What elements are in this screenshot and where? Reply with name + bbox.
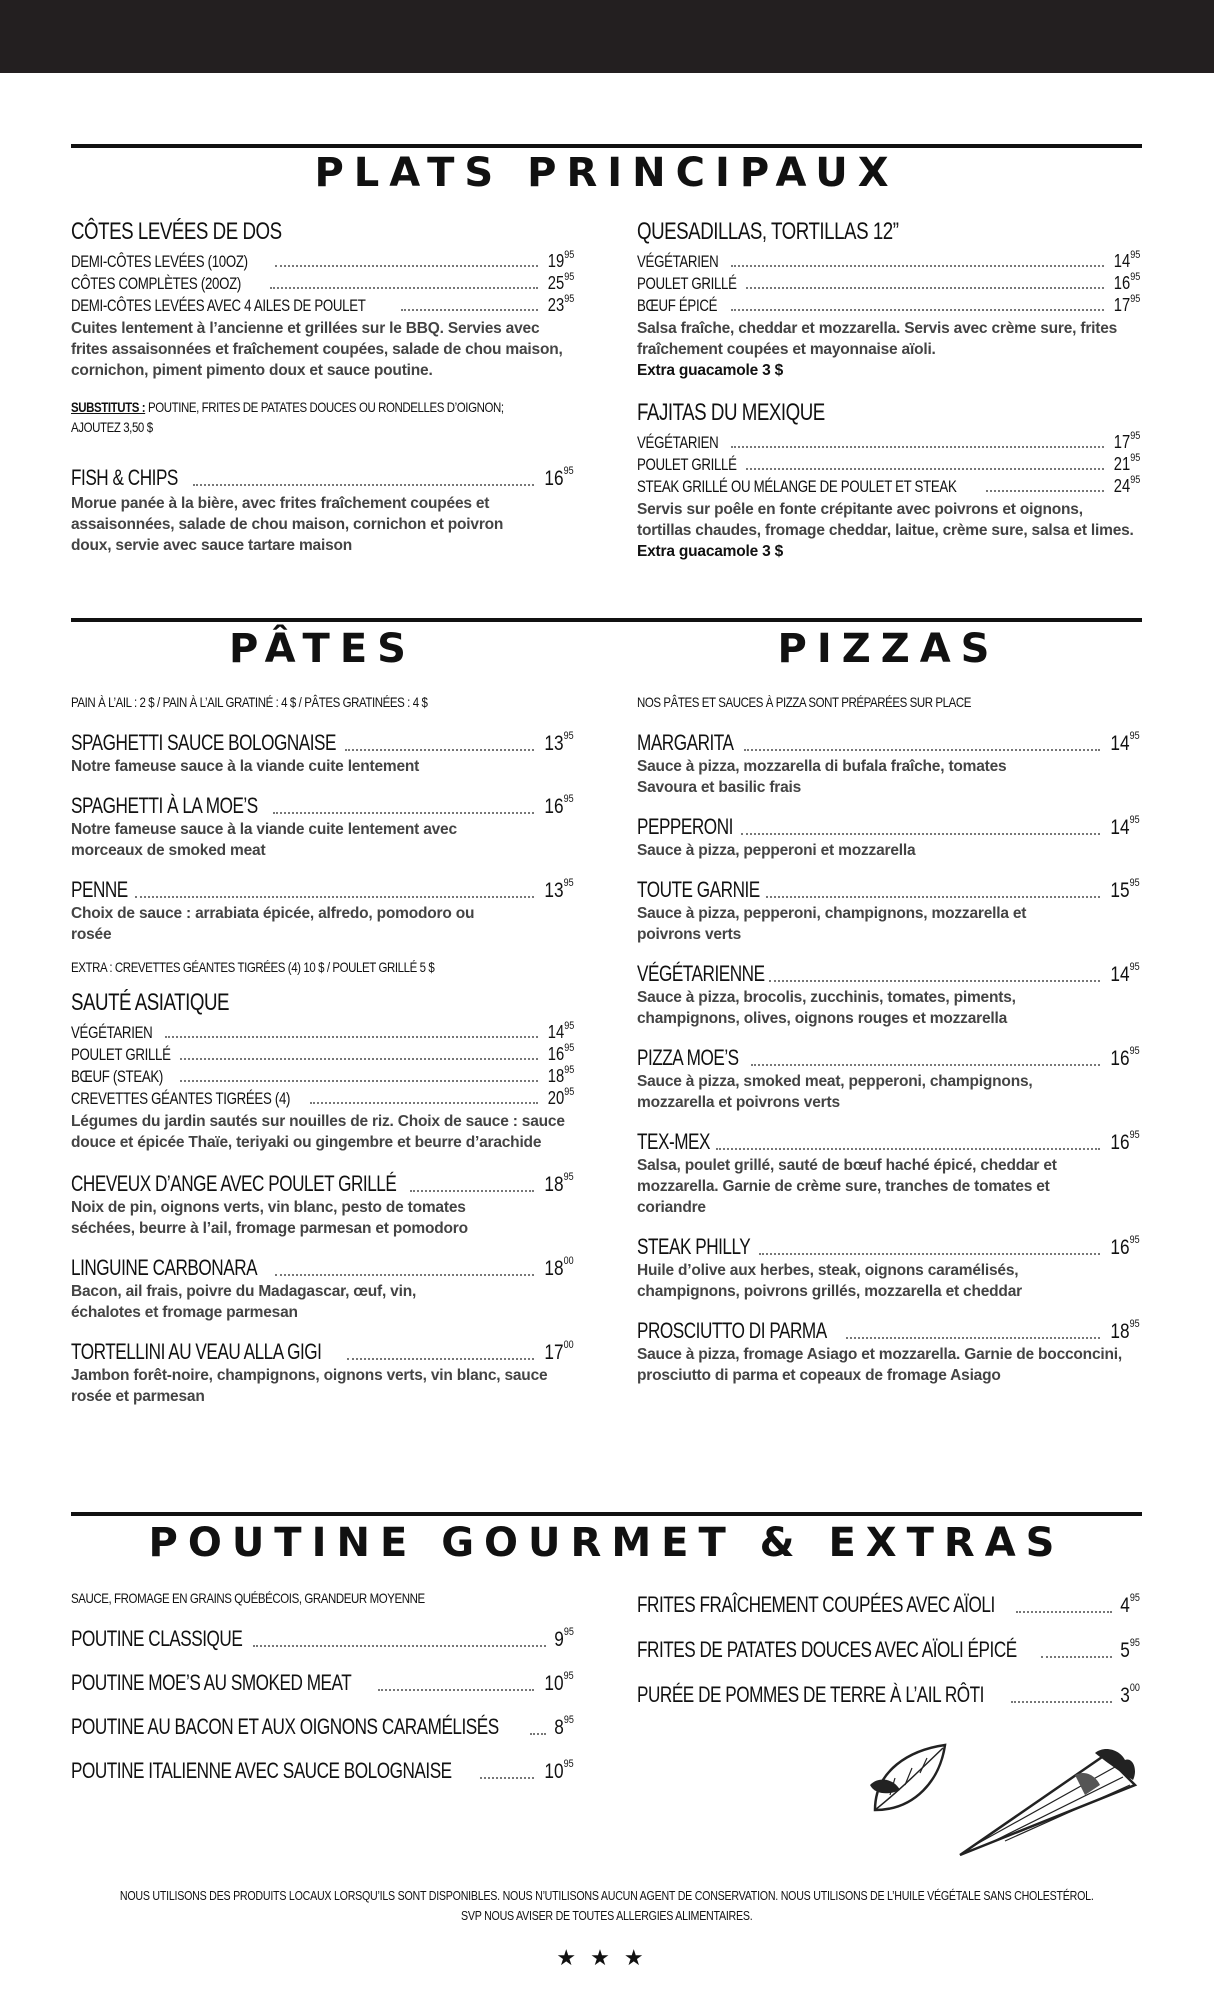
section-title-plats: PLATS PRINCIPAUX bbox=[314, 150, 899, 196]
wrap-illustration-icon bbox=[955, 1745, 1140, 1865]
menu-item: FRITES DE PATATES DOUCES AVEC AÏOLI ÉPICÉ $5^{95}$ bbox=[637, 1637, 1140, 1662]
menu-item: CREVETTES GÉANTES TIGRÉES (4) $20^{95}$ bbox=[71, 1086, 574, 1108]
section-rule bbox=[71, 618, 1142, 622]
pates-note: PAIN À L’AIL : 2 $ / PAIN À L’AIL GRATINÉ : 4 $ / PÂTES GRATINÉES : 4 $ bbox=[71, 694, 428, 710]
menu-item: DEMI-CÔTES LEVÉES AVEC 4 AILES DE POULET $23^{95}$ bbox=[71, 293, 574, 315]
menu-item: DEMI-CÔTES LEVÉES (10OZ) $19^{95}$ bbox=[71, 249, 574, 271]
menu-item: FRITES FRAÎCHEMENT COUPÉES AVEC AÏOLI $4^{95}$ bbox=[637, 1592, 1140, 1617]
section-rule bbox=[71, 1512, 1142, 1516]
menu-item: POULET GRILLÉ $16^{95}$ bbox=[637, 271, 1140, 293]
pates-block bbox=[71, 694, 574, 1407]
menu-item: POULET GRILLÉ $16^{95}$ bbox=[71, 1042, 574, 1064]
fajitas-title: FAJITAS DU MEXIQUE bbox=[637, 399, 825, 426]
menu-item: VÉGÉTARIEN $14^{95}$ bbox=[71, 1020, 574, 1042]
menu-item: POUTINE MOE’S AU SMOKED MEAT $10^{95}$ bbox=[71, 1670, 574, 1695]
section-title-poutine: POUTINE GOURMET & EXTRAS bbox=[148, 1520, 1065, 1566]
menu-item: VÉGÉTARIEN $14^{95}$ bbox=[637, 249, 1140, 271]
menu-item: PEPPERONI $14^{95}$ Sauce à pizza, pepperoni et mozzarella bbox=[637, 814, 1140, 859]
menu-item: TOUTE GARNIE $15^{95}$ Sauce à pizza, pepperoni, champignons, mozzarella et poivrons verts bbox=[637, 877, 1140, 943]
menu-item: PROSCIUTTO DI PARMA $18^{95}$ Sauce à pizza, fromage Asiago et mozzarella. Garnie de bocconcini, prosciutto di parma et copeaux de fromage Asiago bbox=[637, 1318, 1140, 1384]
pates-extra-note: EXTRA : CREVETTES GÉANTES TIGRÉES (4) 10 $ / POULET GRILLÉ 5 $ bbox=[71, 959, 435, 975]
substituts-note: SUBSTITUTS : POUTINE, FRITES DE PATATES DOUCES OU RONDELLES D’OIGNON; bbox=[71, 399, 504, 415]
section-title-pizzas: PIZZAS bbox=[777, 626, 1000, 672]
section-rule bbox=[71, 144, 1142, 148]
saute-description: Légumes du jardin sautés sur nouilles de riz. Choix de sauce : sauce douce et épicée Thaïe, teriyaki ou gingembre et beurre d’arachide bbox=[71, 1113, 565, 1151]
pizzas-note: NOS PÂTES ET SAUCES À PIZZA SONT PRÉPARÉES SUR PLACE bbox=[637, 694, 972, 710]
menu-item: STEAK GRILLÉ OU MÉLANGE DE POULET ET STEAK $24^{95}$ bbox=[637, 474, 1140, 496]
menu-item: TORTELLINI AU VEAU ALLA GIGI $17^{00}$ Jambon forêt-noire, champignons, oignons verts, vin blanc, sauce rosée et parmesan bbox=[71, 1339, 574, 1405]
quesadillas-extra: Extra guacamole 3 $ bbox=[637, 362, 784, 379]
quesadillas-block bbox=[637, 218, 1140, 562]
menu-item: CÔTES COMPLÈTES (20OZ) $25^{95}$ bbox=[71, 271, 574, 293]
basil-leaf-icon bbox=[865, 1740, 955, 1820]
quesadillas-title: QUESADILLAS, TORTILLAS 12” bbox=[637, 218, 899, 245]
menu-item: POUTINE ITALIENNE AVEC SAUCE BOLOGNAISE $10^{95}$ bbox=[71, 1758, 574, 1783]
cotes-description: Cuites lentement à l’ancienne et grillées sur le BBQ. Servies avec frites assaisonnées et fraîchement coupées, salade de chou maison, cornichon, piment pimento doux et sauce poutine. bbox=[71, 320, 563, 379]
menu-item: STEAK PHILLY $16^{95}$ Huile d’olive aux herbes, steak, oignons caramélisés, champignons, poivrons grillés, mozzarella et cheddar bbox=[637, 1234, 1140, 1300]
stars-decoration: ★★★ bbox=[556, 1945, 658, 1970]
menu-item: MARGARITA $14^{95}$ Sauce à pizza, mozzarella di bufala fraîche, tomates Savoura et basilic frais bbox=[637, 730, 1140, 796]
menu-item: VÉGÉTARIEN $17^{95}$ bbox=[637, 430, 1140, 452]
menu-item: BŒUF (STEAK) $18^{95}$ bbox=[71, 1064, 574, 1086]
cotes-block bbox=[71, 218, 574, 556]
menu-item: PIZZA MOE’S $16^{95}$ Sauce à pizza, smoked meat, pepperoni, champignons, mozzarella et poivrons verts bbox=[637, 1045, 1140, 1111]
fish-description: Morue panée à la bière, avec frites fraîchement coupées et assaisonnées, salade de chou maison, cornichon et poivron doux, servie avec sauce tartare maison bbox=[71, 495, 504, 554]
menu-item: LINGUINE CARBONARA $18^{00}$ Bacon, ail frais, poivre du Madagascar, œuf, vin, échalotes et fromage parmesan bbox=[71, 1255, 574, 1321]
menu-item: BŒUF ÉPICÉ $17^{95}$ bbox=[637, 293, 1140, 315]
menu-item: CHEVEUX D’ANGE AVEC POULET GRILLÉ $18^{95}$ Noix de pin, oignons verts, vin blanc, pesto de tomates séchées, beurre à l’ail, fromage parmesan et pomodoro bbox=[71, 1171, 574, 1237]
saute-title: SAUTÉ ASIATIQUE bbox=[71, 989, 230, 1016]
footer-notice: NOUS UTILISONS DES PRODUITS LOCAUX LORSQU’ILS SONT DISPONIBLES. NOUS N’UTILISONS AUCUN AGENT DE CONSERVATION. NOUS UTILISONS DE L’HUILE VÉGÉTALE SANS CHOLESTÉROL. bbox=[120, 1888, 1094, 1903]
section-title-pates: PÂTES bbox=[229, 626, 416, 672]
menu-item: VÉGÉTARIENNE $14^{95}$ Sauce à pizza, brocolis, zucchinis, tomates, piments, champignons, olives, oignons rouges et mozzarella bbox=[637, 961, 1140, 1027]
substituts-note-2: AJOUTEZ 3,50 $ bbox=[71, 419, 153, 435]
menu-item: POUTINE AU BACON ET AUX OIGNONS CARAMÉLISÉS $8^{95}$ bbox=[71, 1714, 574, 1739]
menu-item: POULET GRILLÉ $21^{95}$ bbox=[637, 452, 1140, 474]
menu-item: PENNE $13^{95}$ Choix de sauce : arrabiata épicée, alfredo, pomodoro ou rosée bbox=[71, 877, 574, 943]
quesadillas-description: Salsa fraîche, cheddar et mozzarella. Servis avec crème sure, frites fraîchement coupées et mayonnaise aïoli. bbox=[637, 320, 1118, 358]
menu-item: TEX-MEX $16^{95}$ Salsa, poulet grillé, sauté de bœuf haché épicé, cheddar et mozzarella. Garnie de crème sure, tranches de tomates et coriandre bbox=[637, 1129, 1140, 1216]
footer-allergy: SVP NOUS AVISER DE TOUTES ALLERGIES ALIMENTAIRES. bbox=[461, 1908, 753, 1923]
menu-item: SPAGHETTI SAUCE BOLOGNAISE $13^{95}$ Notre fameuse sauce à la viande cuite lentement bbox=[71, 730, 574, 775]
menu-item: POUTINE CLASSIQUE $9^{95}$ bbox=[71, 1626, 574, 1651]
menu-item-fish-chips: FISH & CHIPS $16^{95}$ Morue panée à la bière, avec frites fraîchement coupées et assaisonnées, salade de chou maison, cornichon et poivron doux, servie avec sauce tartare maison bbox=[71, 465, 574, 554]
cotes-title: CÔTES LEVÉES DE DOS bbox=[71, 218, 282, 245]
extras-block bbox=[637, 1592, 1140, 1708]
pizzas-block bbox=[637, 694, 1140, 1386]
menu-item: PURÉE DE POMMES DE TERRE À L’AIL RÔTI $3^{00}$ bbox=[637, 1682, 1140, 1707]
fajitas-description: Servis sur poêle en fonte crépitante avec poivrons et oignons, tortillas chaudes, fromage cheddar, laitue, crème sure, salsa et limes. Extra guacamole 3 $ bbox=[637, 501, 1134, 560]
poutine-note: SAUCE, FROMAGE EN GRAINS QUÉBÉCOIS, GRANDEUR MOYENNE bbox=[71, 1590, 425, 1606]
poutine-block bbox=[71, 1590, 574, 1784]
top-banner bbox=[0, 0, 1214, 73]
menu-item: SPAGHETTI À LA MOE’S $16^{95}$ Notre fameuse sauce à la viande cuite lentement avec morceaux de smoked meat bbox=[71, 793, 574, 859]
